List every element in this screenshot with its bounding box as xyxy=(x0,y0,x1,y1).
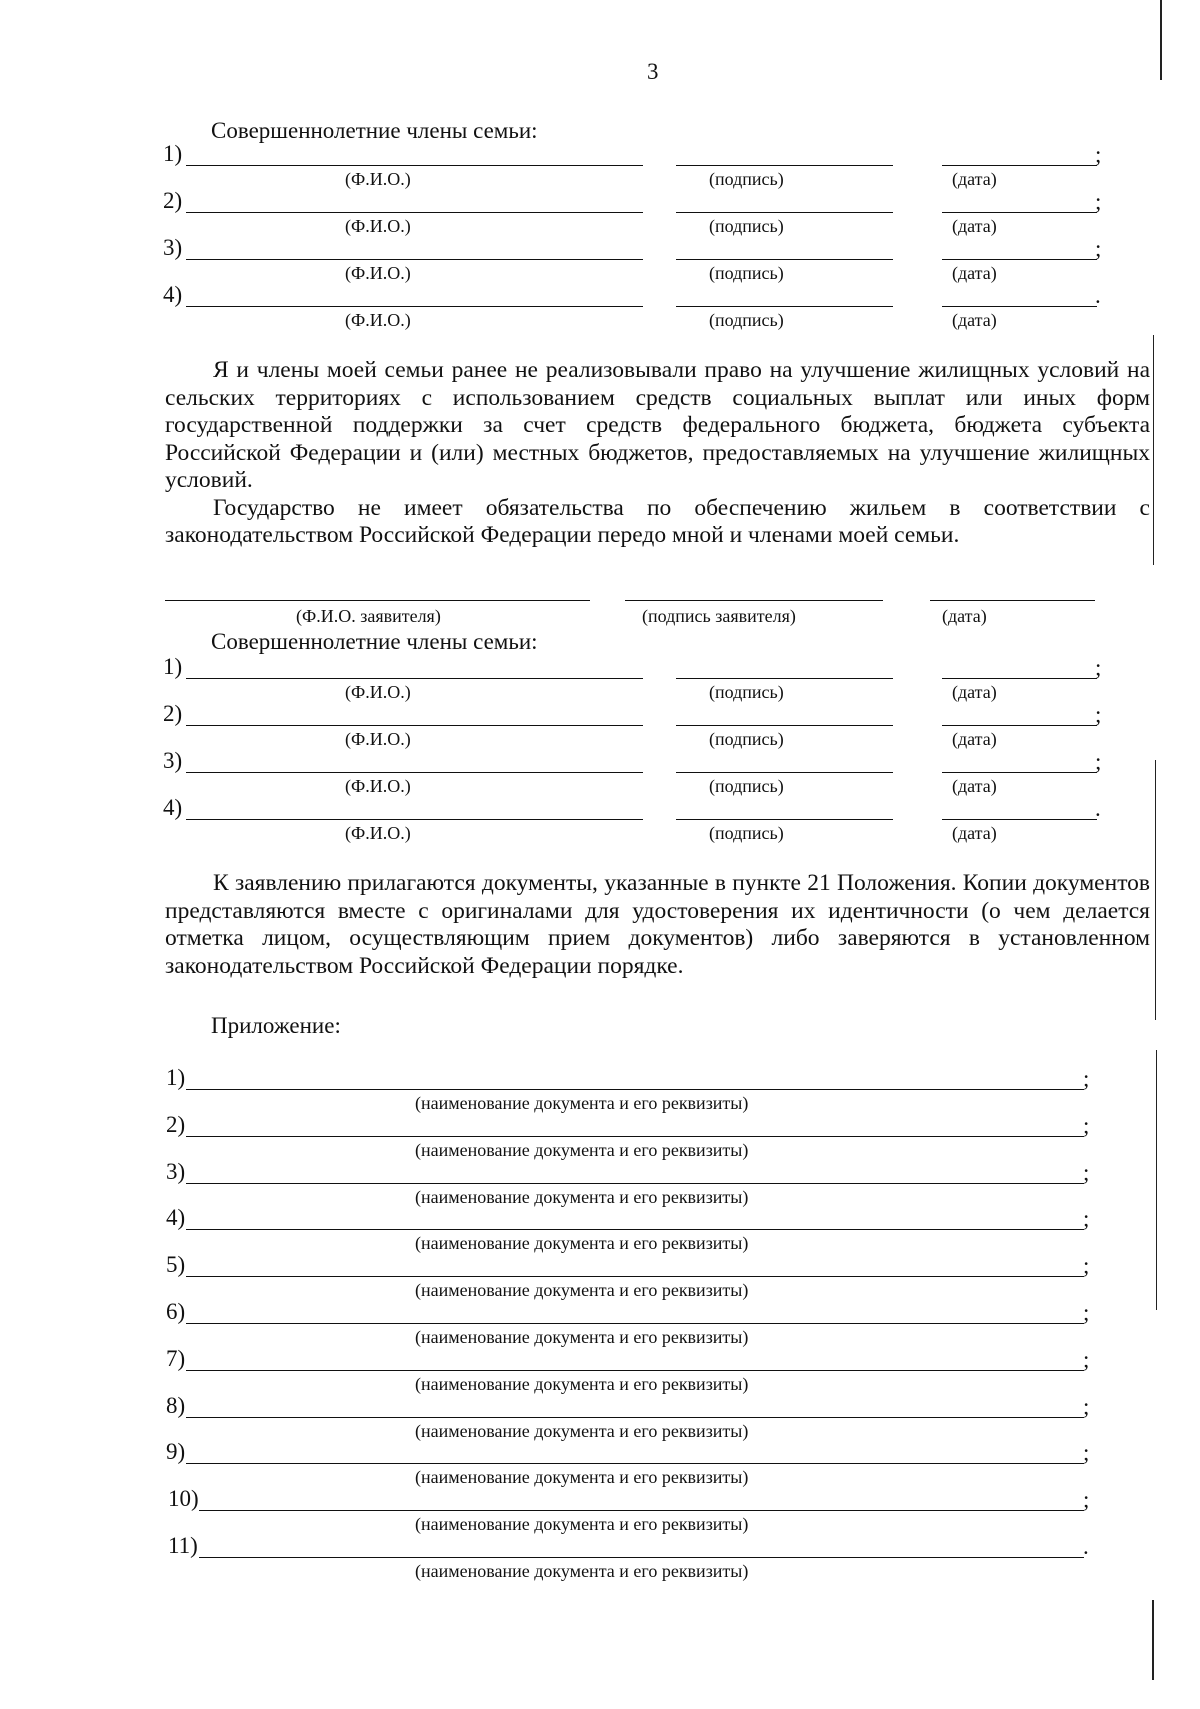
row-number: 4) xyxy=(163,282,183,307)
row-terminator: ; xyxy=(1095,655,1102,680)
scan-edge-mark xyxy=(1153,335,1154,565)
applicant-sign-caption: (подпись заявителя) xyxy=(642,606,796,626)
attachment-number: 11) xyxy=(168,1533,198,1558)
date-line[interactable] xyxy=(942,259,1097,260)
signature-caption: (подпись) xyxy=(709,263,784,283)
date-line[interactable] xyxy=(942,306,1097,307)
attachment-terminator: ; xyxy=(1083,1394,1090,1419)
row-terminator: ; xyxy=(1095,189,1102,214)
applicant-date-caption: (дата) xyxy=(942,606,987,626)
signature-line[interactable] xyxy=(676,259,893,260)
signature-caption: (подпись) xyxy=(709,823,784,843)
attachment-number: 5) xyxy=(166,1252,186,1277)
declaration-paragraph-1: Я и члены моей семьи ранее не реализовывали право на улучшение жилищных условий на сельских территориях с использованием средств социальных выплат или иных форм государственной поддержки за счет средств федерального бюджета, бюджета субъекта Российской Федерации и (или) местных бюджетов, предоставляемых на улучшение жилищных условий. xyxy=(165,357,1150,493)
fio-line[interactable] xyxy=(186,678,643,679)
attachment-line[interactable] xyxy=(199,1510,1084,1511)
date-line[interactable] xyxy=(942,725,1097,726)
signature-line[interactable] xyxy=(676,772,893,773)
signature-line[interactable] xyxy=(676,212,893,213)
fio-caption: (Ф.И.О.) xyxy=(345,729,411,749)
fio-line[interactable] xyxy=(186,212,643,213)
signature-caption: (подпись) xyxy=(709,682,784,702)
signature-caption: (подпись) xyxy=(709,776,784,796)
fio-line[interactable] xyxy=(186,306,643,307)
scan-edge-mark xyxy=(1152,1600,1154,1680)
row-terminator: ; xyxy=(1095,749,1102,774)
date-caption: (дата) xyxy=(952,729,997,749)
attachments-note-paragraph: К заявлению прилагаются документы, указанные в пункте 21 Положения. Копии документов представляются вместе с оригиналами для удостоверения их идентичности (о чем делается отметка лицом, осуществляющим прием документов) либо заверяются в установленном законодательством Российской Федерации порядке. xyxy=(165,870,1150,979)
attachment-line[interactable] xyxy=(186,1136,1084,1137)
attachment-terminator: ; xyxy=(1083,1300,1090,1325)
signature-line[interactable] xyxy=(676,678,893,679)
row-number: 3) xyxy=(163,235,183,260)
signature-caption: (подпись) xyxy=(709,729,784,749)
signature-line[interactable] xyxy=(676,165,893,166)
row-terminator: ; xyxy=(1095,142,1102,167)
attachment-terminator: ; xyxy=(1083,1066,1090,1091)
date-line[interactable] xyxy=(942,772,1097,773)
scan-edge-mark xyxy=(1156,1050,1157,1310)
attachment-line[interactable] xyxy=(186,1417,1084,1418)
attachment-number: 3) xyxy=(166,1159,186,1184)
declaration-paragraph-2: Государство не имеет обязательства по обеспечению жильем в соответствии с законодательством Российской Федерации передо мной и членами моей семьи. xyxy=(165,494,1150,548)
row-number: 4) xyxy=(163,795,183,820)
fio-caption: (Ф.И.О.) xyxy=(345,310,411,330)
fio-line[interactable] xyxy=(186,772,643,773)
signature-caption: (подпись) xyxy=(709,216,784,236)
attachment-number: 8) xyxy=(166,1393,186,1418)
attachment-caption: (наименование документа и его реквизиты) xyxy=(415,1327,749,1347)
attachment-terminator: ; xyxy=(1083,1487,1090,1512)
attachment-caption: (наименование документа и его реквизиты) xyxy=(415,1187,749,1207)
attachment-number: 1) xyxy=(166,1065,186,1090)
attachment-number: 6) xyxy=(166,1299,186,1324)
attachment-caption: (наименование документа и его реквизиты) xyxy=(415,1374,749,1394)
attachment-line[interactable] xyxy=(199,1557,1084,1558)
signature-line[interactable] xyxy=(676,306,893,307)
signature-caption: (подпись) xyxy=(709,310,784,330)
attachment-caption: (наименование документа и его реквизиты) xyxy=(415,1280,749,1300)
date-caption: (дата) xyxy=(952,169,997,189)
attachment-line[interactable] xyxy=(186,1089,1084,1090)
date-line[interactable] xyxy=(942,678,1097,679)
attachment-caption: (наименование документа и его реквизиты) xyxy=(415,1093,749,1113)
attachment-caption: (наименование документа и его реквизиты) xyxy=(415,1233,749,1253)
attachment-terminator: ; xyxy=(1083,1440,1090,1465)
fio-line[interactable] xyxy=(186,259,643,260)
row-terminator: ; xyxy=(1095,236,1102,261)
row-number: 1) xyxy=(163,141,183,166)
attachment-number: 9) xyxy=(166,1439,186,1464)
attachment-caption: (наименование документа и его реквизиты) xyxy=(415,1561,749,1581)
attachment-terminator: ; xyxy=(1083,1347,1090,1372)
date-line[interactable] xyxy=(942,212,1097,213)
fio-caption: (Ф.И.О.) xyxy=(345,823,411,843)
scan-edge-mark xyxy=(1160,0,1162,80)
attachment-terminator: ; xyxy=(1083,1253,1090,1278)
attachment-terminator: ; xyxy=(1083,1160,1090,1185)
row-number: 2) xyxy=(163,188,183,213)
fio-line[interactable] xyxy=(186,725,643,726)
attachment-line[interactable] xyxy=(186,1370,1084,1371)
date-caption: (дата) xyxy=(952,776,997,796)
row-number: 1) xyxy=(163,654,183,679)
row-terminator: ; xyxy=(1095,702,1102,727)
attachment-terminator: . xyxy=(1083,1534,1089,1559)
attachments-heading: Приложение: xyxy=(211,1013,341,1038)
date-caption: (дата) xyxy=(952,263,997,283)
attachment-line[interactable] xyxy=(186,1229,1084,1230)
attachment-line[interactable] xyxy=(186,1183,1084,1184)
date-caption: (дата) xyxy=(952,216,997,236)
applicant-fio-line[interactable] xyxy=(165,600,590,601)
block1-heading: Совершеннолетние члены семьи: xyxy=(211,118,538,143)
attachment-number: 7) xyxy=(166,1346,186,1371)
fio-line[interactable] xyxy=(186,819,643,820)
attachment-caption: (наименование документа и его реквизиты) xyxy=(415,1421,749,1441)
signature-caption: (подпись) xyxy=(709,169,784,189)
row-number: 3) xyxy=(163,748,183,773)
attachment-terminator: ; xyxy=(1083,1113,1090,1138)
date-caption: (дата) xyxy=(952,682,997,702)
attachment-terminator: ; xyxy=(1083,1206,1090,1231)
attachment-caption: (наименование документа и его реквизиты) xyxy=(415,1514,749,1534)
scan-edge-mark xyxy=(1155,760,1156,1020)
applicant-sign-line[interactable] xyxy=(625,600,883,601)
fio-caption: (Ф.И.О.) xyxy=(345,682,411,702)
fio-caption: (Ф.И.О.) xyxy=(345,169,411,189)
row-terminator: . xyxy=(1095,283,1101,308)
signature-line[interactable] xyxy=(676,725,893,726)
signature-line[interactable] xyxy=(676,819,893,820)
fio-line[interactable] xyxy=(186,165,643,166)
attachment-caption: (наименование документа и его реквизиты) xyxy=(415,1140,749,1160)
fio-caption: (Ф.И.О.) xyxy=(345,263,411,283)
date-caption: (дата) xyxy=(952,310,997,330)
fio-caption: (Ф.И.О.) xyxy=(345,776,411,796)
attachment-number: 2) xyxy=(166,1112,186,1137)
date-line[interactable] xyxy=(942,819,1097,820)
fio-caption: (Ф.И.О.) xyxy=(345,216,411,236)
attachment-number: 4) xyxy=(166,1205,186,1230)
page-number: 3 xyxy=(647,59,659,84)
date-line[interactable] xyxy=(942,165,1097,166)
row-number: 2) xyxy=(163,701,183,726)
block2-heading: Совершеннолетние члены семьи: xyxy=(211,629,538,654)
declaration-text xyxy=(165,357,1150,550)
attachment-line[interactable] xyxy=(186,1276,1084,1277)
attachments-note xyxy=(165,870,1150,980)
row-terminator: . xyxy=(1095,796,1101,821)
attachment-line[interactable] xyxy=(186,1323,1084,1324)
date-caption: (дата) xyxy=(952,823,997,843)
attachment-caption: (наименование документа и его реквизиты) xyxy=(415,1467,749,1487)
applicant-date-line[interactable] xyxy=(930,600,1095,601)
attachment-number: 10) xyxy=(168,1486,199,1511)
applicant-fio-caption: (Ф.И.О. заявителя) xyxy=(296,606,441,626)
attachment-line[interactable] xyxy=(186,1463,1084,1464)
